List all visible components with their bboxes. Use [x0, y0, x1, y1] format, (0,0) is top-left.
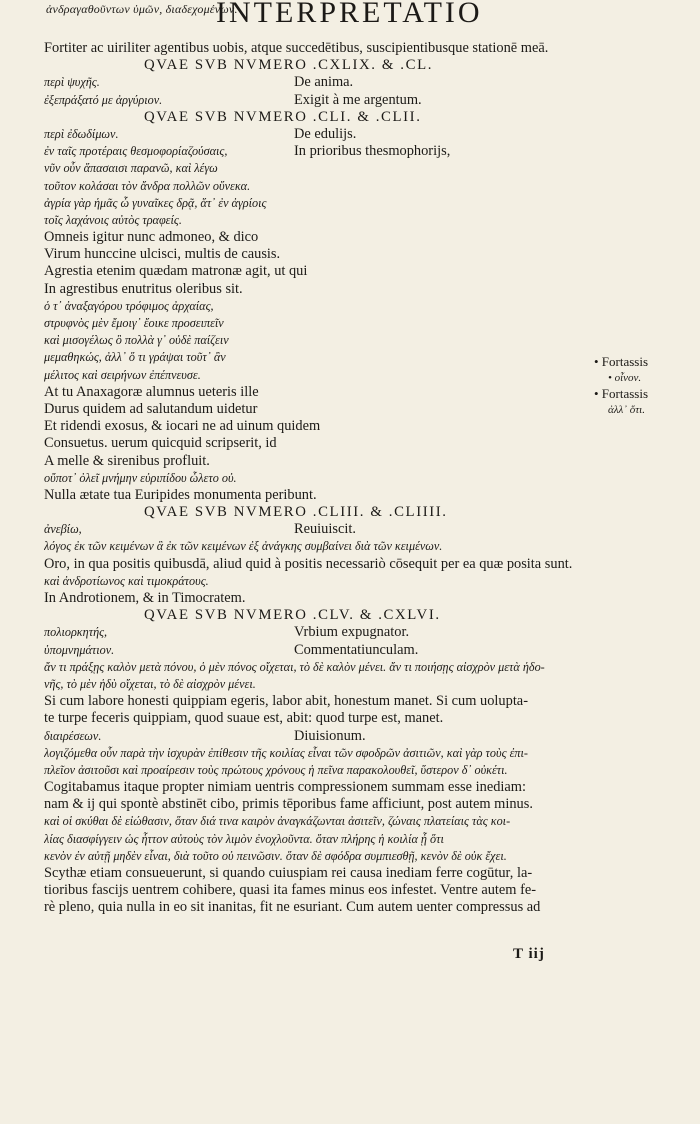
greek-text-line: λίας διασφίγγειν ὡς ἧττον αὐτοὺς τὸν λιμὸν ἐνοχλοῦντα. ὅταν πλήρης ἡ κοιλία ᾖ ὅτι: [44, 831, 444, 846]
greek-text-line: πλεῖον ἀσιτοῦσι καὶ προαίρεσιν τοὺς πρώτους χρόνους ἡ πεῖνα παρακολουθεῖ, ὕστερον δ᾽ οὐκέτι.: [44, 762, 508, 777]
signature-mark: T iij: [513, 946, 545, 962]
glossary-pair: [44, 143, 599, 160]
latin-text-line: Scythæ etiam consueuerunt, si quando cuiuspiam rei causa inediam ferre cogūtur, la-: [44, 865, 533, 881]
greek-term: ἐν ταῖς προτέραις θεσμοφορίαζούσαις,: [44, 144, 228, 159]
latin-term: Commentatiunculam.: [294, 641, 419, 658]
section-heading: [44, 504, 599, 521]
glossary-pair: [44, 728, 599, 745]
greek-term: διαιρέσεων.: [44, 728, 102, 743]
latin-text-line: A melle & sirenibus profluit.: [44, 452, 210, 469]
latin-text-line: Et ridendi exosus, & iocari ne ad uinum quidem: [44, 418, 321, 435]
latin-text-line: Agrestia etenim quædam matronæ agit, ut qui: [44, 263, 308, 280]
margin-note-1: • Fortassis: [594, 354, 649, 369]
greek-text-line: καὶ οἱ σκύθαι δὲ εἰώθασιν, ὅταν διά τινα καιρὸν ἀναγκάζωνται ἀσιτεῖν, ζώναις πλατείαις τὰς κοι-: [44, 814, 511, 829]
greek-text-line: ἀγρία γὰρ ἡμᾶς ὦ γυναῖκες δρᾷ, ἅτ᾽ ἐν ἀγρίοις: [44, 195, 267, 210]
latin-text-line: tioribus fascijs uentrem cohibere, quasi ita fames minus eos infestet. Ventre autem fe-: [44, 882, 537, 899]
greek-text-line: τοῖς λαχάνοις αὐτὸς τραφείς.: [44, 212, 182, 227]
glossary-pair: [44, 624, 599, 641]
greek-term: ἀνεβίω,: [44, 522, 82, 537]
latin-text-line: nam & ij qui spontè abstinēt cibo, primis tēporibus fame afficiunt, post autem minus.: [44, 796, 533, 813]
greek-text-line: οὔποτ᾽ ὀλεῖ μνήμην εὐριπίδου ὦλετο οὐ.: [44, 470, 237, 485]
greek-text-line: ἄν τι πράξῃς καλὸν μετὰ πόνου, ὁ μὲν πόνος οἴχεται, τὸ δὲ καλὸν μένει. ἄν τι ποιήσῃς αἰσχρὸν μετὰ ἡδο-: [44, 659, 545, 674]
latin-term: In prioribus thesmophorijs,: [294, 143, 451, 160]
section-heading: [44, 109, 599, 126]
page-title: INTERPRETATIO: [216, 0, 483, 29]
latin-text-line: te turpe feceris quippiam, quod suaue est, abit: quod turpe est, manet.: [44, 710, 444, 727]
glossary-pair: [44, 521, 599, 538]
latin-text-line: Oro, in qua positis quibusdā, aliud quid à positis necessariò cōsequit per ea quæ posita sunt.: [44, 555, 573, 572]
main-text-block: [44, 40, 599, 917]
latin-text-line: In Androtionem, & in Timocratem.: [44, 590, 246, 606]
section-heading-label: QVAE SVB NVMERO .CLI. & .CLII.: [144, 108, 422, 125]
latin-term: Vrbium expugnator.: [294, 624, 410, 641]
latin-text-line: Omneis igitur nunc admoneo, & dico: [44, 229, 259, 246]
latin-text-line: Virum hunccine ulcisci, multis de causis.: [44, 246, 281, 263]
section-heading-label: QVAE SVB NVMERO .CXLIX. & .CL.: [144, 57, 434, 74]
section-heading-label: QVAE SVB NVMERO .CLIII. & .CLIIII.: [144, 504, 448, 521]
header-greek-line: ἀνδραγαθοῦντων ὑμῶν, διαδεχομένων.: [46, 2, 238, 16]
greek-text-line: μεμαθηκώς, ἀλλ᾽ ὅ τι γράψαι τοῦτ᾽ ἂν: [44, 350, 226, 365]
greek-text-line: λογιζόμεθα οὖν παρὰ τὴν ἰσχυρὰν ἐπίθεσιν τῆς κοιλίας εἶναι τῶν σφοδρῶν ἀσιτιῶν, καὶ γὰρ τοὺς ἐπι-: [44, 745, 528, 760]
greek-term: ἐξεπράξατό με ἀργύριον.: [44, 92, 163, 107]
greek-text-line: μέλιτος καὶ σειρήνων ἐπέπνευσε.: [44, 367, 201, 382]
latin-text-line: Nulla ætate tua Euripides monumenta peribunt.: [44, 486, 317, 503]
latin-text-line: Fortiter ac uiriliter agentibus uobis, atque succedētibus, suscipientibusque stationē meā.: [44, 40, 549, 56]
greek-text-line: νῆς, τὸ μὲν ἡδὺ οἴχεται, τὸ δὲ αἰσχρὸν μένει.: [44, 676, 256, 691]
greek-text-line: κενὸν ἐν αὐτῇ μηδὲν εἶναι, διὰ τοῦτο οὐ πεινῶσιν. ὅταν δὲ σφόδρα συμπιεσθῇ, κενὸν δὲ οὐκ ἔχει.: [44, 848, 507, 863]
greek-text-line: καὶ μισογέλως ὃ πολλὰ γ᾽ οὐδὲ παίζειν: [44, 333, 229, 348]
latin-text-line: In agrestibus enutritus oleribus sit.: [44, 280, 243, 297]
latin-term: Exigit à me argentum.: [294, 91, 422, 108]
latin-term: Diuisionum.: [294, 727, 366, 744]
greek-text-line: στρυφνὸς μὲν ἔμοιγ᾽ ἔοικε προσειπεῖν: [44, 316, 224, 330]
latin-term: De anima.: [294, 74, 354, 91]
greek-term: περὶ ἐδωδίμων.: [44, 126, 119, 141]
section-heading: [44, 57, 599, 74]
latin-text-line: Consuetus. uerum quicquid scripserit, id: [44, 435, 277, 452]
glossary-pair: [44, 92, 599, 109]
marginal-notes: [594, 354, 698, 418]
greek-term: περὶ ψυχῆς.: [44, 75, 100, 90]
section-heading: [44, 607, 599, 624]
latin-text-line: Si cum labore honesti quippiam egeris, labor abit, honestum manet. Si cum uolupta-: [44, 693, 528, 710]
latin-term: Reuiuiscit.: [294, 521, 356, 538]
latin-text-line: Cogitabamus itaque propter nimiam uentris compressionem summam esse inediam:: [44, 779, 526, 796]
section-heading-label: QVAE SVB NVMERO .CLV. & .CXLVI.: [144, 607, 441, 624]
glossary-pair: [44, 126, 599, 143]
latin-text-line: Durus quidem ad salutandum uidetur: [44, 400, 258, 417]
greek-text-line: καὶ ἀνδροτίωνος καὶ τιμοκράτους.: [44, 573, 209, 588]
glossary-pair: [44, 642, 599, 659]
greek-text-line: ὁ τ᾽ ἀναξαγόρου τρόφιμος ἀρχαίας,: [44, 298, 214, 313]
greek-term: πολιορκητής,: [44, 625, 108, 640]
latin-text-line: At tu Anaxagoræ alumnus ueteris ille: [44, 383, 259, 400]
running-head: [0, 0, 700, 30]
greek-term: ὑπομνημάτιον.: [44, 642, 115, 657]
latin-text-line: rè pleno, quia nulla in eo sit inanitas, fit ne esuriant. Cum autem uenter compressus ad: [44, 899, 541, 916]
margin-greek-2: ἀλλ᾽ ὅτι.: [608, 404, 645, 416]
latin-term: De edulijs.: [294, 125, 357, 142]
margin-greek-1: • οἶνον.: [608, 372, 642, 384]
greek-text-line: λόγος ἐκ τῶν κειμένων ἃ ἐκ τῶν κειμένων ἐξ ἀνάγκης συμβαίνει διὰ τῶν κειμένων.: [44, 539, 443, 554]
glossary-pair: [44, 74, 599, 91]
greek-text-line: τοῦτον κολάσαι τὸν ἄνδρα πολλῶν οὕνεκα.: [44, 178, 251, 193]
greek-text-line: νῦν οὖν ἅπασαισι παρανῶ, καὶ λέγω: [44, 161, 218, 176]
margin-note-2: • Fortassis: [594, 386, 649, 401]
